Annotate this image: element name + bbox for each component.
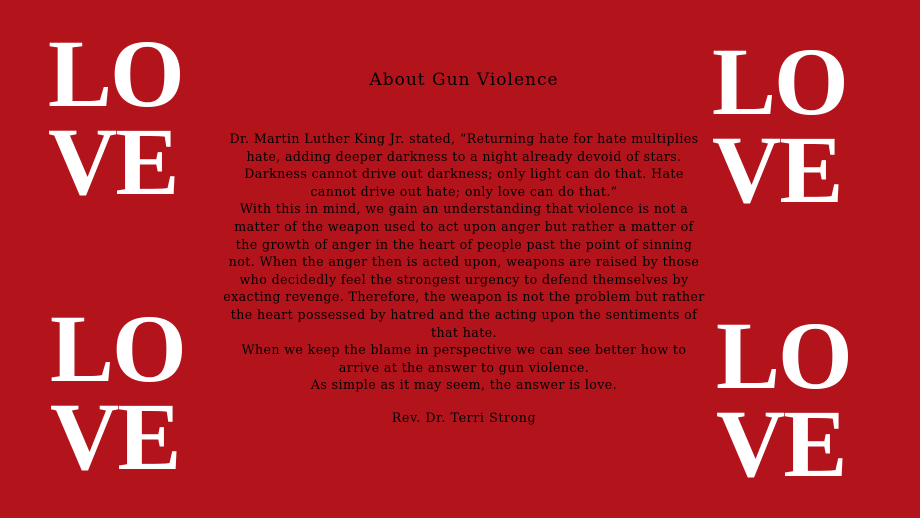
article-body [222,130,706,394]
quote-paragraph: Dr. Martin Luther King Jr. stated, “Returning hate for hate multiplies hate, adding deeper darkness to a night already devoid of stars. Darkness cannot drive out darkness; only light can do that. Hate cannot drive out hate; only love can do that.” [229,131,699,199]
explanation-paragraph: With this in mind, we gain an understanding that violence is not a matter of the weapon used to act upon anger but rather a matter of the growth of anger in the heart of people past the point of sinning not. When the anger then is acted upon, weapons are raised by those who decidedly feel the strongest urgency to defend themselves by exacting revenge. Therefore, the weapon is not the problem but rather the heart possessed by hatred and the acting upon the sentiments of that hate. [223,201,705,340]
love-graphic-top-left [48,20,208,215]
love-line-2: VE [712,116,842,223]
love-graphic-bottom-left [50,295,210,490]
love-line-1: LO [50,295,185,402]
perspective-paragraph: When we keep the blame in perspective we can see better how to arrive at the answer to gun violence. [241,342,687,375]
love-line-2: VE [48,108,178,215]
love-line-2: VE [716,390,846,497]
love-line-1: LO [716,302,851,409]
love-line-1: LO [48,20,183,127]
article-content [222,64,706,425]
love-graphic-top-right [712,28,872,223]
conclusion-paragraph: As simple as it may seem, the answer is love. [310,377,618,393]
love-line-1: LO [712,28,847,135]
article-title: About Gun Violence [369,70,559,90]
love-graphic-bottom-right [716,302,876,497]
author-signature: Rev. Dr. Terri Strong [391,409,537,425]
love-line-2: VE [50,383,180,490]
